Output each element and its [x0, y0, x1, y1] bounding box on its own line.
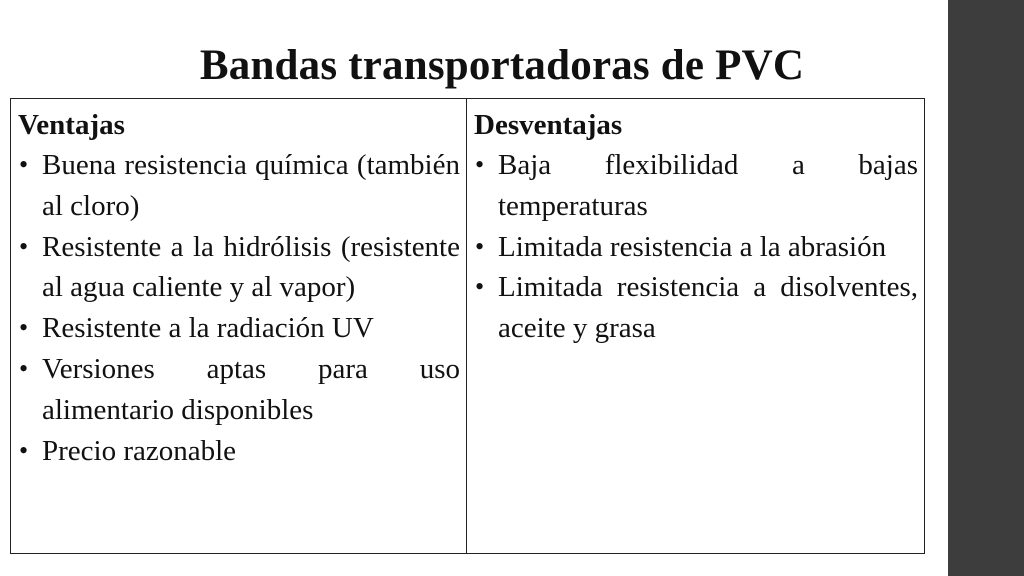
- bullet-icon: •: [475, 272, 485, 302]
- bullet-icon: •: [19, 435, 29, 465]
- bullet-icon: •: [19, 353, 29, 383]
- bullet-icon: •: [475, 150, 485, 179]
- advantages-heading: Ventajas: [18, 109, 125, 141]
- list-item: [18, 145, 460, 227]
- disadvantages-column: [467, 99, 925, 554]
- bullet-icon: •: [19, 150, 29, 179]
- list-item-text: Buena resistencia química (también al cloro): [42, 149, 460, 222]
- comparison-table: [10, 98, 925, 554]
- list-item: [474, 227, 918, 268]
- list-item: [18, 308, 460, 349]
- disadvantages-heading: Desventajas: [474, 109, 623, 141]
- list-item-text: Resistente a la radiación UV: [42, 312, 374, 345]
- table-row: [11, 99, 925, 554]
- list-item-text: Precio razonable: [42, 434, 237, 467]
- list-item: [474, 267, 918, 349]
- list-item: [18, 349, 460, 431]
- list-item-text: Baja flexibilidad a bajas temperaturas: [498, 149, 918, 222]
- list-item-text: Versiones aptas para uso alimentario disponibles: [42, 352, 460, 426]
- bullet-icon: •: [19, 313, 29, 343]
- list-item: [18, 227, 460, 309]
- list-item-text: Limitada resistencia a la abrasión: [498, 230, 887, 263]
- list-item: [474, 145, 918, 227]
- advantages-list: [18, 145, 460, 471]
- disadvantages-list: [474, 145, 918, 349]
- bullet-icon: •: [19, 231, 29, 261]
- advantages-column: [11, 99, 467, 554]
- bullet-icon: •: [475, 231, 485, 261]
- list-item-text: Resistente a la hidrólisis (resistente al agua caliente y al vapor): [42, 230, 460, 304]
- list-item: [18, 431, 460, 472]
- slide-title: Bandas transportadoras de PVC: [199, 42, 805, 89]
- list-item-text: Limitada resistencia a disolventes, aceite y grasa: [498, 271, 918, 345]
